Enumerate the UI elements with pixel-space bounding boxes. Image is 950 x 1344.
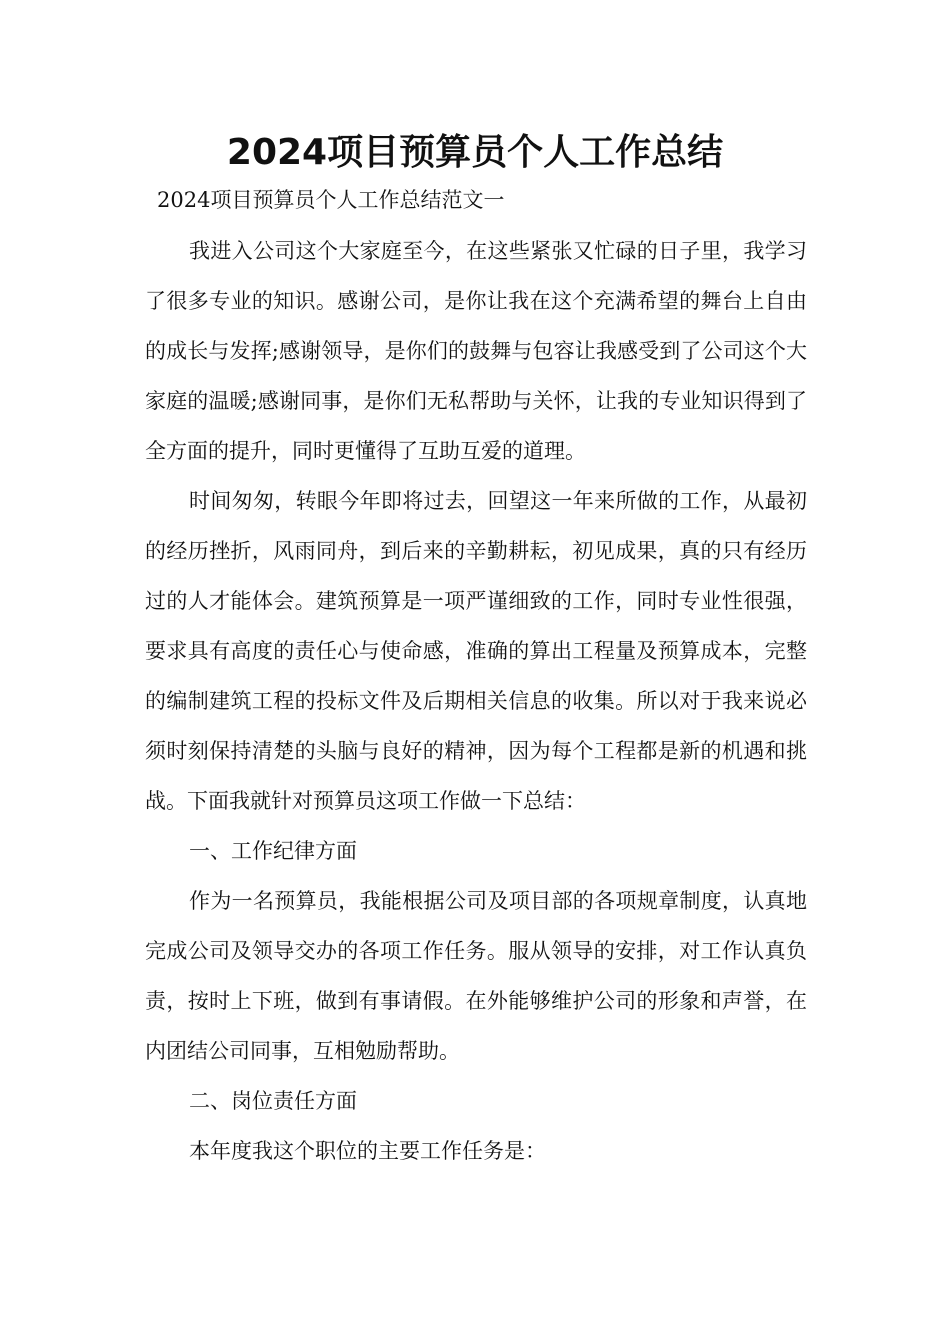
section-heading-discipline: 一、工作纪律方面 (189, 839, 357, 863)
section-heading-responsibility: 二、岗位责任方面 (189, 1089, 357, 1113)
paragraph-review: 时间匆匆，转眼今年即将过去，回望这一年来所做的工作，从最初的经历挫折，风雨同舟，到后来的辛勤耕耘，初见成果，真的只有经历过的人才能体会。建筑预算是一项严谨细致的工作，同时专业性很强，要求具有高度的责任心与使命感，准确的算出工程量及预算成本，完整的编制建筑工程的投标文件及后期相关信息的收集。所以对于我来说必须时刻保持清楚的头脑与良好的精神，因为每个工程都是新的机遇和挑战。下面我就针对预算员这项工作做一下总结： (145, 489, 807, 813)
paragraph-responsibility: 本年度我这个职位的主要工作任务是： (189, 1139, 546, 1163)
document-body (145, 184, 807, 1176)
document-subtitle: 2024项目预算员个人工作总结范文一 (157, 188, 505, 212)
document-title: 2024项目预算员个人工作总结 (226, 132, 724, 173)
paragraph-intro: 我进入公司这个大家庭至今，在这些紧张又忙碌的日子里，我学习了很多专业的知识。感谢公司，是你让我在这个充满希望的舞台上自由的成长与发挥;感谢领导，是你们的鼓舞与包容让我感受到了公司这个大家庭的温暖;感谢同事，是你们无私帮助与关怀，让我的专业知识得到了全方面的提升，同时更懂得了互助互爱的道理。 (145, 239, 807, 463)
paragraph-discipline: 作为一名预算员，我能根据公司及项目部的各项规章制度，认真地完成公司及领导交办的各项工作任务。服从领导的安排，对工作认真负责，按时上下班，做到有事请假。在外能够维护公司的形象和声誉，在内团结公司同事，互相勉励帮助。 (145, 889, 807, 1063)
